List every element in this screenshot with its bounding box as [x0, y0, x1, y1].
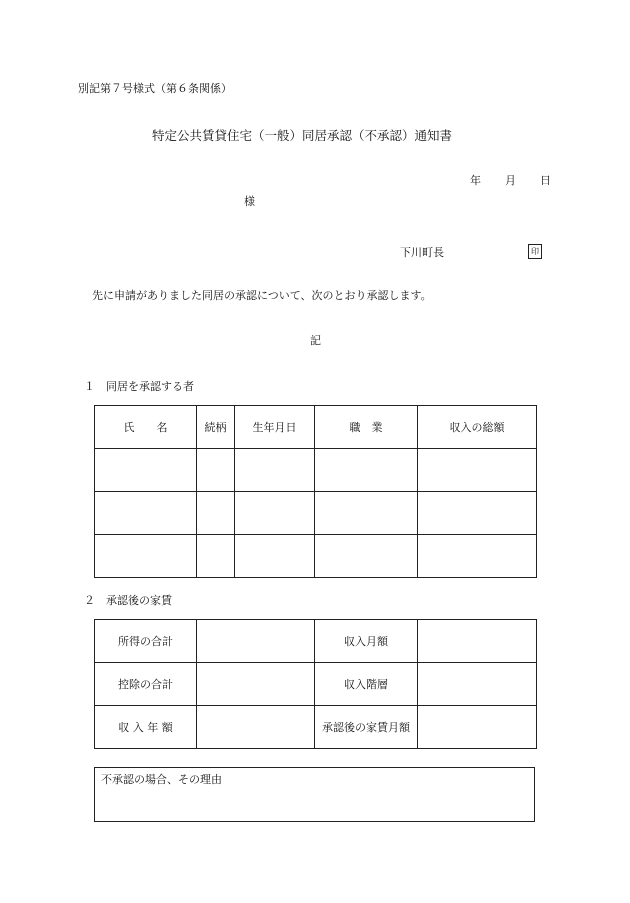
table-row [95, 620, 537, 663]
monthly-income-value[interactable] [418, 620, 537, 663]
annual-income-label: 収 入 年 額 [95, 706, 197, 749]
table-row [95, 449, 537, 492]
occupation-cell[interactable] [315, 535, 418, 578]
income-bracket-value[interactable] [418, 663, 537, 706]
occupation-cell[interactable] [315, 449, 418, 492]
name-cell[interactable] [95, 535, 197, 578]
section1-heading: １ 同居を承認する者 [84, 380, 194, 393]
income-total-cell[interactable] [418, 449, 537, 492]
income-total-cell[interactable] [418, 535, 537, 578]
table-row [95, 535, 537, 578]
issuer-name: 下川町長 [400, 246, 444, 259]
monthly-income-label: 収入月額 [315, 620, 418, 663]
name-cell[interactable] [95, 449, 197, 492]
column-header-occupation: 職 業 [315, 406, 418, 449]
refusal-reason-box[interactable] [94, 767, 535, 822]
relationship-cell[interactable] [197, 449, 235, 492]
column-header-income-total: 収入の総額 [418, 406, 537, 449]
income-total-cell[interactable] [418, 492, 537, 535]
relationship-cell[interactable] [197, 492, 235, 535]
document-title: 特定公共賃貸住宅（一般）同居承認（不承認）通知書 [152, 128, 453, 143]
refusal-reason-label: 不承認の場合、その理由 [101, 773, 222, 786]
column-header-relationship: 続柄 [197, 406, 235, 449]
birthdate-cell[interactable] [235, 535, 315, 578]
table-row [95, 706, 537, 749]
ki-label: 記 [310, 334, 321, 347]
date-year: 年 [470, 174, 481, 187]
annual-income-value[interactable] [197, 706, 315, 749]
date-month: 月 [505, 174, 516, 187]
column-header-birthdate: 生年月日 [235, 406, 315, 449]
date-day: 日 [540, 174, 551, 187]
approved-rent-label: 承認後の家賃月額 [315, 706, 418, 749]
cohabitant-table [94, 405, 537, 578]
income-bracket-label: 収入階層 [315, 663, 418, 706]
deduction-sum-label: 控除の合計 [95, 663, 197, 706]
table-row [95, 663, 537, 706]
relationship-cell[interactable] [197, 535, 235, 578]
section2-heading: ２ 承認後の家賃 [84, 594, 172, 607]
income-sum-label: 所得の合計 [95, 620, 197, 663]
approved-rent-value[interactable] [418, 706, 537, 749]
seal-mark: 印 [528, 244, 542, 259]
occupation-cell[interactable] [315, 492, 418, 535]
birthdate-cell[interactable] [235, 449, 315, 492]
table-row [95, 492, 537, 535]
body-text: 先に申請がありました同居の承認について、次のとおり承認します。 [92, 289, 432, 302]
income-sum-value[interactable] [197, 620, 315, 663]
rent-table [94, 619, 537, 749]
name-cell[interactable] [95, 492, 197, 535]
column-header-name: 氏 名 [95, 406, 197, 449]
birthdate-cell[interactable] [235, 492, 315, 535]
addressee-suffix: 様 [244, 195, 255, 208]
form-label: 別記第７号様式（第６条関係） [78, 82, 232, 95]
deduction-sum-value[interactable] [197, 663, 315, 706]
